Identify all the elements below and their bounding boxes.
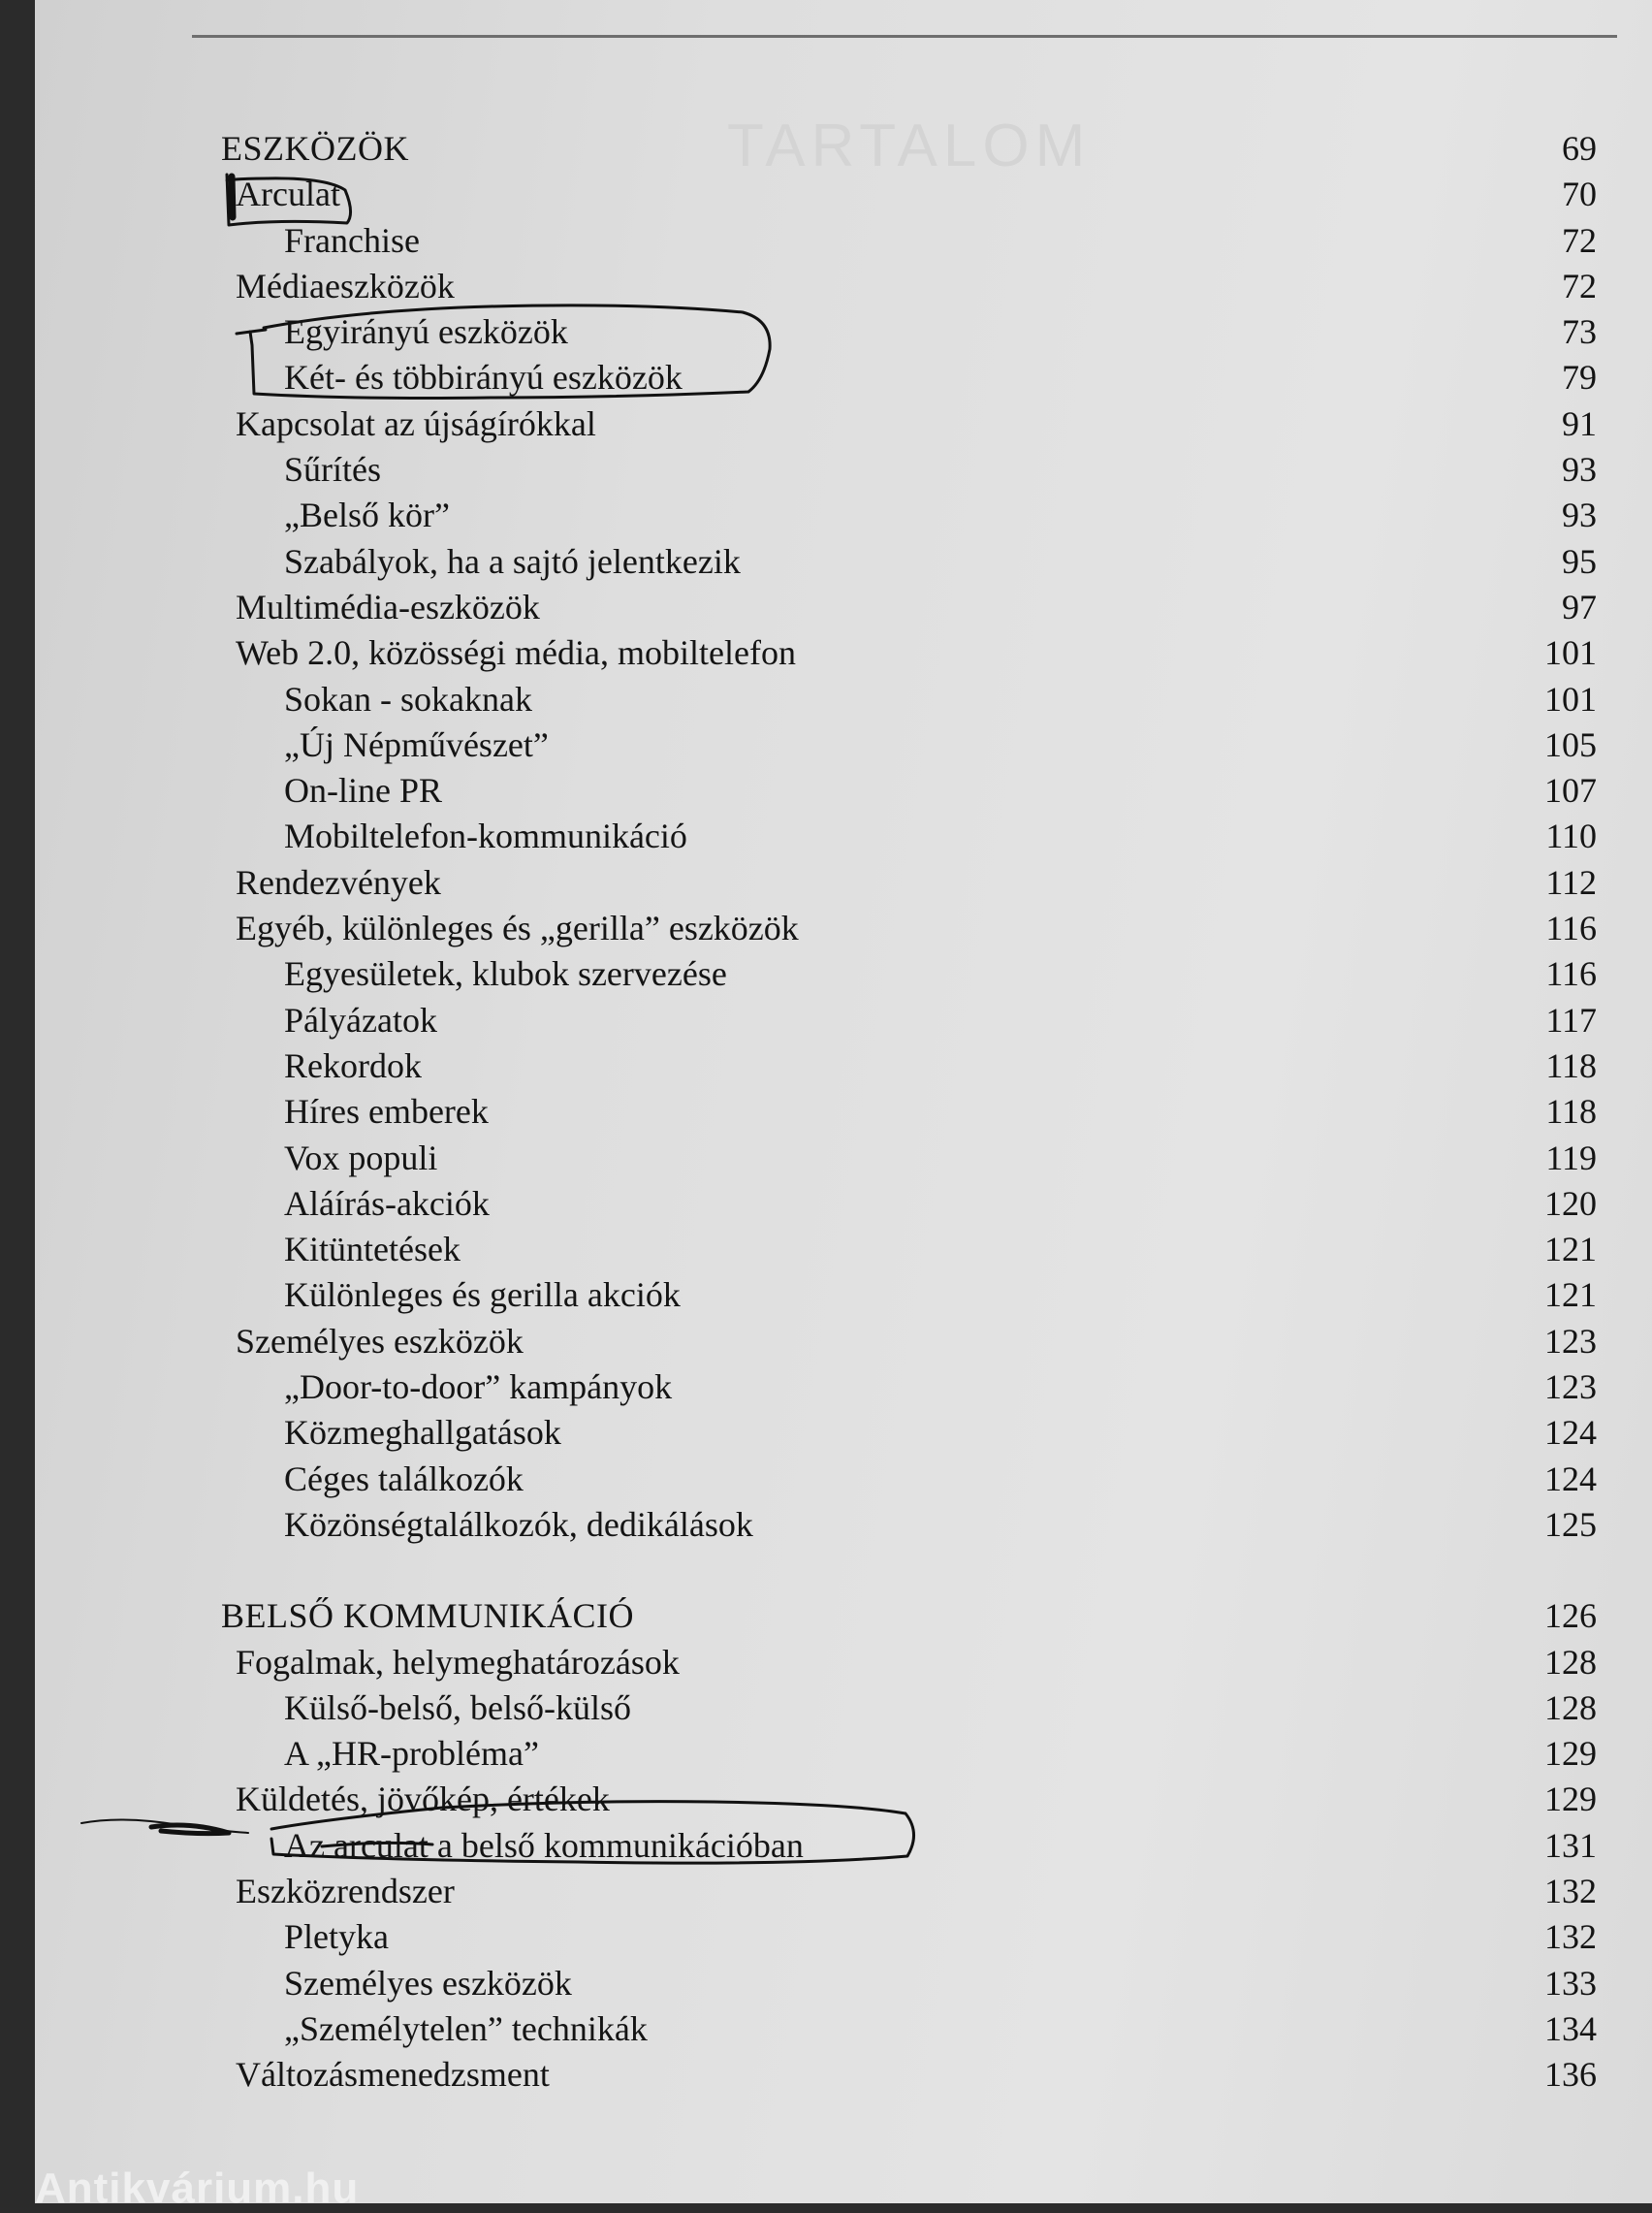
toc-page-number: 125 bbox=[1544, 1504, 1597, 1544]
toc-entry-title: Rekordok bbox=[284, 1045, 422, 1085]
toc-entry bbox=[35, 170, 1652, 215]
toc-entry-title: Egyéb, különleges és „gerilla” eszközök bbox=[236, 909, 799, 948]
book-page bbox=[35, 0, 1652, 2212]
toc-page-number: 116 bbox=[1545, 954, 1597, 994]
toc-subentry bbox=[35, 307, 1652, 353]
toc-entry-title: Multimédia-eszközök bbox=[236, 587, 540, 626]
toc-page-number: 116 bbox=[1545, 909, 1597, 948]
toc-page-number: 118 bbox=[1545, 1092, 1597, 1132]
toc-page-number: 129 bbox=[1544, 1734, 1597, 1774]
toc-entry-title: Változásmenedzsment bbox=[236, 2055, 550, 2095]
toc-entry-title: A „HR-probléma” bbox=[284, 1734, 539, 1774]
toc-page-number: 95 bbox=[1562, 541, 1597, 581]
toc-entry-title: Két- és többirányú eszközök bbox=[284, 358, 683, 398]
toc-page-number: 126 bbox=[1544, 1596, 1597, 1636]
toc-page-number: 72 bbox=[1562, 220, 1597, 260]
toc-page-number: 91 bbox=[1562, 403, 1597, 443]
toc-entry-title: Személyes eszközök bbox=[236, 1321, 524, 1361]
toc-entry-title: „Door-to-door” kampányok bbox=[284, 1367, 673, 1407]
watermark: Antikvárium.hu bbox=[35, 2165, 360, 2212]
toc-entry-title: Vox populi bbox=[284, 1138, 438, 1177]
toc-entry-title: Pályázatok bbox=[284, 1000, 437, 1040]
toc-subentry bbox=[35, 1729, 1652, 1775]
toc-entry-title: Céges találkozók bbox=[284, 1459, 524, 1498]
toc-entry-title: Szabályok, ha a sajtó jelentkezik bbox=[284, 541, 741, 581]
toc-subentry bbox=[35, 1087, 1652, 1133]
toc-section-heading bbox=[35, 1591, 1652, 1637]
toc-entry bbox=[35, 262, 1652, 307]
toc-page-number: 124 bbox=[1544, 1459, 1597, 1498]
toc-page-number: 136 bbox=[1544, 2055, 1597, 2095]
toc-entry-title: Mobiltelefon-kommunikáció bbox=[284, 817, 687, 856]
toc-entry-title: Fogalmak, helymeghatározások bbox=[236, 1642, 680, 1682]
toc-entry-title: Rendezvények bbox=[236, 862, 441, 902]
toc-subentry bbox=[35, 445, 1652, 491]
toc-page-number: 124 bbox=[1544, 1413, 1597, 1453]
toc-page-number: 123 bbox=[1544, 1367, 1597, 1407]
toc-page-number: 121 bbox=[1544, 1230, 1597, 1269]
header-rule bbox=[192, 35, 1617, 38]
toc-entry-title: Külső-belső, belső-külső bbox=[284, 1687, 631, 1727]
toc-page-number: 119 bbox=[1545, 1138, 1597, 1177]
toc-page-number: 97 bbox=[1562, 587, 1597, 626]
toc-page-number: 72 bbox=[1562, 266, 1597, 305]
toc-subentry bbox=[35, 1225, 1652, 1270]
toc-subentry bbox=[35, 1912, 1652, 1958]
toc-entry bbox=[35, 628, 1652, 674]
toc-subentry bbox=[35, 1270, 1652, 1316]
toc-entry-title: Kitüntetések bbox=[284, 1230, 461, 1269]
toc-subentry bbox=[35, 1363, 1652, 1408]
toc-page-number: 120 bbox=[1544, 1183, 1597, 1223]
section-gap bbox=[35, 1546, 1652, 1591]
toc-subentry bbox=[35, 1042, 1652, 1087]
toc-page-number: 79 bbox=[1562, 358, 1597, 398]
toc-entry-title: Arculat bbox=[236, 175, 340, 214]
toc-entry-title: Médiaeszközök bbox=[236, 266, 455, 305]
toc-entry-title: Sokan - sokaknak bbox=[284, 679, 532, 719]
toc-entry-title: Egyirányú eszközök bbox=[284, 312, 568, 352]
toc-entry-title: Közmeghallgatások bbox=[284, 1413, 561, 1453]
toc-page-number: 69 bbox=[1562, 129, 1597, 168]
toc-page-number: 93 bbox=[1562, 450, 1597, 490]
toc-page-number: 93 bbox=[1562, 496, 1597, 535]
toc-page-number: 117 bbox=[1545, 1000, 1597, 1040]
toc-subentry bbox=[35, 537, 1652, 583]
toc-entry-title: Pletyka bbox=[284, 1917, 389, 1957]
toc-page-number: 131 bbox=[1544, 1825, 1597, 1865]
toc-entry-title: Közönségtalálkozók, dedikálások bbox=[284, 1504, 753, 1544]
toc-page-number: 128 bbox=[1544, 1687, 1597, 1727]
toc-entry bbox=[35, 1638, 1652, 1684]
toc-heading-title: ESZKÖZÖK bbox=[221, 129, 409, 168]
toc-entry-title: Sűrítés bbox=[284, 450, 382, 490]
toc-page-number: 118 bbox=[1545, 1045, 1597, 1085]
toc-subentry bbox=[35, 1134, 1652, 1179]
toc-entry-title: Kapcsolat az újságírókkal bbox=[236, 403, 596, 443]
toc-entry-title: Híres emberek bbox=[284, 1092, 489, 1132]
toc-subentry bbox=[35, 216, 1652, 262]
toc-subentry bbox=[35, 353, 1652, 399]
toc-entry-title: On-line PR bbox=[284, 771, 443, 811]
toc-page-number: 105 bbox=[1544, 724, 1597, 764]
toc-entry-title: „Személytelen” technikák bbox=[284, 2008, 648, 2048]
toc-entry-title: Küldetés, jövőkép, értékek bbox=[236, 1780, 610, 1819]
toc-subentry bbox=[35, 491, 1652, 536]
toc-entry bbox=[35, 858, 1652, 904]
toc-page-number: 70 bbox=[1562, 175, 1597, 214]
toc-subentry bbox=[35, 675, 1652, 721]
toc-page-number: 134 bbox=[1544, 2008, 1597, 2048]
toc-entry-title: Egyesületek, klubok szervezése bbox=[284, 954, 727, 994]
toc-heading-title: BELSŐ KOMMUNIKÁCIÓ bbox=[221, 1596, 635, 1636]
toc-page-number: 133 bbox=[1544, 1963, 1597, 2003]
toc-subentry bbox=[35, 996, 1652, 1042]
toc-page-number: 129 bbox=[1544, 1780, 1597, 1819]
toc-page-number: 101 bbox=[1544, 633, 1597, 673]
toc-entry bbox=[35, 583, 1652, 628]
toc-subentry bbox=[35, 721, 1652, 766]
bleed-through-title: TARTALOM bbox=[727, 112, 1092, 179]
toc-page-number: 73 bbox=[1562, 312, 1597, 352]
toc-entry-title: Különleges és gerilla akciók bbox=[284, 1275, 681, 1315]
toc-section-heading bbox=[35, 124, 1652, 170]
toc-page-number: 101 bbox=[1544, 679, 1597, 719]
toc-entry bbox=[35, 1867, 1652, 1912]
toc-entry-title: Franchise bbox=[284, 220, 420, 260]
toc-page-number: 121 bbox=[1544, 1275, 1597, 1315]
toc-subentry bbox=[35, 2005, 1652, 2050]
toc-page-number: 107 bbox=[1544, 771, 1597, 811]
toc-entry bbox=[35, 1775, 1652, 1820]
toc-entry-title: Web 2.0, közösségi média, mobiltelefon bbox=[236, 633, 796, 673]
toc-entry bbox=[35, 1317, 1652, 1363]
toc-subentry bbox=[35, 766, 1652, 812]
toc-subentry bbox=[35, 1179, 1652, 1225]
toc-entry bbox=[35, 2050, 1652, 2096]
toc-page-number: 123 bbox=[1544, 1321, 1597, 1361]
toc-subentry bbox=[35, 1500, 1652, 1546]
toc-entry-title: Aláírás-akciók bbox=[284, 1183, 490, 1223]
toc-subentry bbox=[35, 1455, 1652, 1500]
toc-page-number: 132 bbox=[1544, 1871, 1597, 1910]
toc-entry-title: Az arculat a belső kommunikációban bbox=[284, 1825, 804, 1865]
toc-subentry bbox=[35, 1959, 1652, 2005]
toc-subentry bbox=[35, 949, 1652, 995]
toc-page-number: 128 bbox=[1544, 1642, 1597, 1682]
toc-entry bbox=[35, 904, 1652, 949]
toc-entry-title: Személyes eszközök bbox=[284, 1963, 572, 2003]
toc-subentry bbox=[35, 812, 1652, 857]
toc-subentry bbox=[35, 1408, 1652, 1454]
table-of-contents bbox=[35, 124, 1652, 2096]
toc-page-number: 110 bbox=[1545, 817, 1597, 856]
toc-entry-title: „Új Népművészet” bbox=[284, 724, 549, 764]
toc-entry bbox=[35, 400, 1652, 445]
toc-page-number: 132 bbox=[1544, 1917, 1597, 1957]
toc-subentry bbox=[35, 1821, 1652, 1867]
toc-entry-title: „Belső kör” bbox=[284, 496, 450, 535]
toc-page-number: 112 bbox=[1545, 862, 1597, 902]
toc-entry-title: Eszközrendszer bbox=[236, 1871, 455, 1910]
toc-subentry bbox=[35, 1684, 1652, 1729]
